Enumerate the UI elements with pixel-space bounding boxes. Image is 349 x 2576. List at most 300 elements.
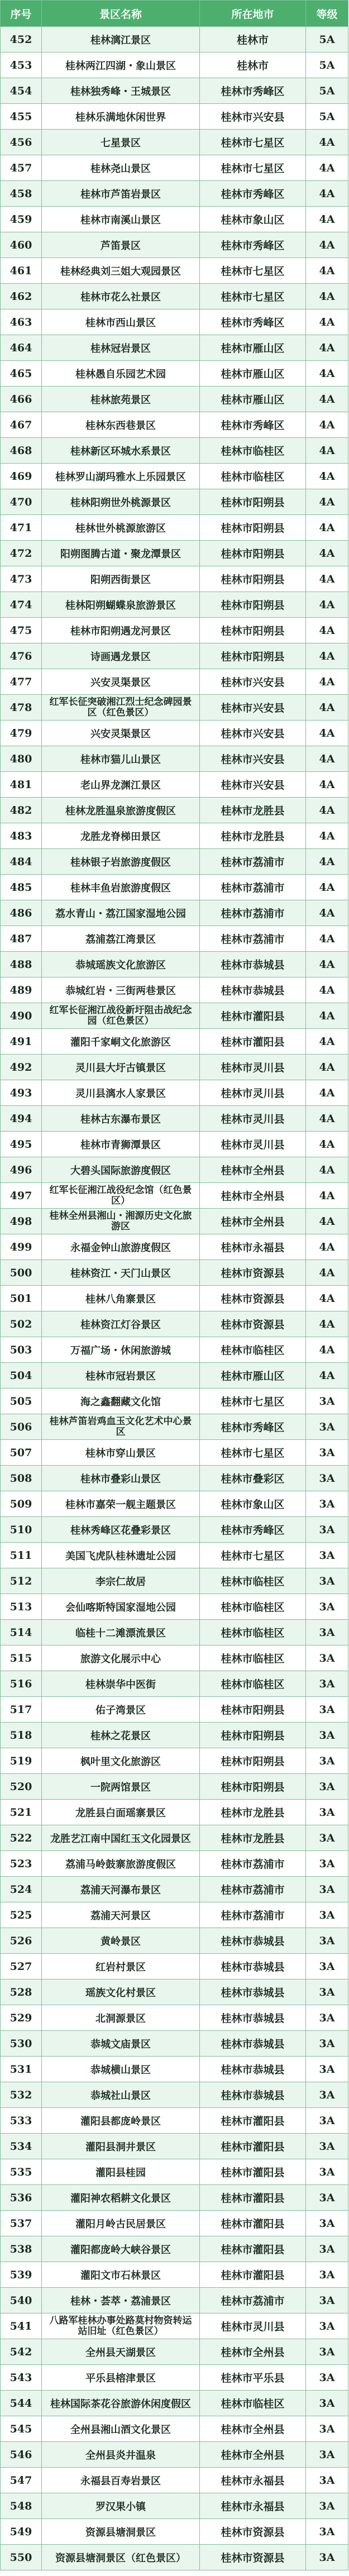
row-index: 525	[1, 1902, 42, 1928]
city: 桂林市秀峰区	[200, 78, 306, 104]
city: 桂林市兴安县	[200, 772, 306, 798]
row-index: 540	[1, 2288, 42, 2313]
scenic-name: 桂林全州县湘山・湘源历史文化旅游区	[42, 1209, 200, 1234]
scenic-name: 桂林乐满地休闲世界	[42, 104, 200, 130]
city: 桂林市兴安县	[200, 695, 306, 721]
scenic-name: 桂林市西山景区	[42, 309, 200, 335]
scenic-name: 兴安灵渠景区	[42, 721, 200, 746]
row-index: 469	[1, 464, 42, 489]
table-row	[1, 669, 348, 695]
row-index: 533	[1, 2108, 42, 2134]
table-row	[1, 1671, 348, 1697]
table-header-row	[1, 1, 348, 27]
city: 桂林市兴安县	[200, 746, 306, 772]
row-index: 534	[1, 2134, 42, 2159]
row-index: 457	[1, 155, 42, 181]
grade: 3A	[306, 2416, 348, 2442]
grade: 3A	[306, 2185, 348, 2211]
scenic-name: 全州县天湖景区	[42, 2339, 200, 2365]
row-index: 465	[1, 361, 42, 387]
row-index: 531	[1, 2057, 42, 2082]
scenic-name: 龙胜龙脊梯田景区	[42, 823, 200, 849]
scenic-name: 桂林愚自乐园艺术园	[42, 361, 200, 387]
row-index: 511	[1, 1543, 42, 1568]
row-index: 491	[1, 1029, 42, 1055]
table-row	[1, 643, 348, 669]
table-row	[1, 335, 348, 361]
table-row	[1, 1748, 348, 1774]
grade: 4A	[306, 566, 348, 592]
row-index: 475	[1, 618, 42, 643]
row-index: 458	[1, 181, 42, 207]
scenic-name: 美国飞虎队桂林遗址公园	[42, 1543, 200, 1568]
city: 桂林市阳朔县	[200, 1697, 306, 1723]
row-index: 492	[1, 1055, 42, 1080]
scenic-name: 恭城社山景区	[42, 2082, 200, 2108]
table-row	[1, 849, 348, 875]
row-index: 484	[1, 849, 42, 875]
scenic-name: 恭城红岩・三街两巷景区	[42, 977, 200, 1003]
city: 桂林市恭城县	[200, 2082, 306, 2108]
city: 桂林市	[200, 27, 306, 53]
city: 桂林市阳朔县	[200, 515, 306, 541]
table-row	[1, 78, 348, 104]
table-row	[1, 387, 348, 412]
header-city: 所在地市	[200, 1, 306, 27]
city: 桂林市恭城县	[200, 1928, 306, 1954]
grade: 4A	[306, 1157, 348, 1183]
city: 桂林市七星区	[200, 1389, 306, 1414]
table-row	[1, 1337, 348, 1363]
row-index: 482	[1, 798, 42, 823]
row-index: 532	[1, 2082, 42, 2108]
city: 桂林市恭城县	[200, 952, 306, 977]
city: 桂林市秀峰区	[200, 412, 306, 438]
table-row	[1, 952, 348, 977]
row-index: 505	[1, 1389, 42, 1414]
row-index: 518	[1, 1723, 42, 1748]
grade: 3A	[306, 1645, 348, 1671]
grade: 4A	[306, 181, 348, 207]
grade: 3A	[306, 1414, 348, 1440]
table-row	[1, 2082, 348, 2108]
row-index: 548	[1, 2493, 42, 2519]
row-index: 522	[1, 1825, 42, 1851]
row-index: 480	[1, 746, 42, 772]
city: 桂林市荔浦市	[200, 1902, 306, 1928]
table-row	[1, 1800, 348, 1825]
table-row	[1, 2185, 348, 2211]
grade: 4A	[306, 387, 348, 412]
grade: 4A	[306, 721, 348, 746]
row-index: 487	[1, 926, 42, 952]
city: 桂林市兴安县	[200, 104, 306, 130]
table-row	[1, 1928, 348, 1954]
table-row	[1, 1029, 348, 1055]
grade: 4A	[306, 489, 348, 515]
row-index: 549	[1, 2519, 42, 2545]
table-row	[1, 2031, 348, 2057]
row-index: 515	[1, 1645, 42, 1671]
city: 桂林市荔浦市	[200, 849, 306, 875]
city: 桂林市恭城县	[200, 1979, 306, 2005]
city: 桂林市临桂区	[200, 1594, 306, 1620]
grade: 4A	[306, 541, 348, 566]
grade: 3A	[306, 1594, 348, 1620]
grade: 4A	[306, 361, 348, 387]
scenic-name: 诗画遇龙景区	[42, 643, 200, 669]
city: 桂林市秀峰区	[200, 181, 306, 207]
table-row	[1, 2391, 348, 2416]
scenic-name: 桂林市穿山景区	[42, 1440, 200, 1466]
table-row	[1, 2493, 348, 2519]
table-row	[1, 1132, 348, 1157]
scenic-name: 阳朔图腾古道・聚龙潭景区	[42, 541, 200, 566]
scenic-name: 桂林阳朔世外桃源景区	[42, 489, 200, 515]
row-index: 474	[1, 592, 42, 618]
grade: 3A	[306, 2468, 348, 2493]
city: 桂林市永福县	[200, 2468, 306, 2493]
city: 桂林市兴安县	[200, 669, 306, 695]
city: 桂林市阳朔县	[200, 1748, 306, 1774]
city: 桂林市全州县	[200, 2416, 306, 2442]
scenic-name: 灌阳神农稻耕文化景区	[42, 2185, 200, 2211]
table-row	[1, 1979, 348, 2005]
city: 桂林市灌阳县	[200, 2185, 306, 2211]
city: 桂林市恭城县	[200, 2057, 306, 2082]
row-index: 463	[1, 309, 42, 335]
row-index: 477	[1, 669, 42, 695]
city: 桂林市资源县	[200, 1260, 306, 1286]
row-index: 509	[1, 1491, 42, 1517]
scenic-name: 桂林市芦笛岩景区	[42, 181, 200, 207]
table-row	[1, 1491, 348, 1517]
scenic-name: 桂林世外桃源旅游区	[42, 515, 200, 541]
table-row	[1, 1311, 348, 1337]
table-row	[1, 721, 348, 746]
city: 桂林市秀峰区	[200, 309, 306, 335]
row-index: 514	[1, 1620, 42, 1645]
city: 桂林市龙胜县	[200, 1800, 306, 1825]
grade: 3A	[306, 1954, 348, 1979]
city: 桂林市资源县	[200, 1286, 306, 1311]
scenic-name: 旅游文化展示中心	[42, 1645, 200, 1671]
row-index: 503	[1, 1337, 42, 1363]
scenic-name: 永福县百寿岩景区	[42, 2468, 200, 2493]
grade: 3A	[306, 1877, 348, 1902]
grade: 3A	[306, 1723, 348, 1748]
grade: 4A	[306, 515, 348, 541]
grade: 3A	[306, 1748, 348, 1774]
table-row	[1, 772, 348, 798]
row-index: 466	[1, 387, 42, 412]
table-row	[1, 309, 348, 335]
row-index: 519	[1, 1748, 42, 1774]
grade: 4A	[306, 618, 348, 643]
grade: 4A	[306, 746, 348, 772]
row-index: 524	[1, 1877, 42, 1902]
table-row	[1, 2339, 348, 2365]
city: 桂林市七星区	[200, 1543, 306, 1568]
row-index: 526	[1, 1928, 42, 1954]
scenic-name: 佑子湾景区	[42, 1697, 200, 1723]
grade: 4A	[306, 1286, 348, 1311]
grade: 4A	[306, 1260, 348, 1286]
row-index: 504	[1, 1363, 42, 1389]
grade: 3A	[306, 2262, 348, 2288]
city: 桂林市临桂区	[200, 1337, 306, 1363]
table-row	[1, 1774, 348, 1800]
row-index: 508	[1, 1466, 42, 1491]
city: 桂林市阳朔县	[200, 1723, 306, 1748]
header-index: 序号	[1, 1, 42, 27]
city: 桂林市临桂区	[200, 464, 306, 489]
grade: 4A	[306, 335, 348, 361]
scenic-name: 老山界龙渊江景区	[42, 772, 200, 798]
city: 桂林市阳朔县	[200, 489, 306, 515]
row-index: 539	[1, 2262, 42, 2288]
grade: 4A	[306, 284, 348, 309]
grade: 3A	[306, 2211, 348, 2236]
grade: 5A	[306, 27, 348, 53]
city: 桂林市叠彩区	[200, 1466, 306, 1491]
city: 桂林市灵川县	[200, 1080, 306, 1106]
scenic-name: 荔浦天河瀑布景区	[42, 1877, 200, 1902]
table-row	[1, 412, 348, 438]
table-row	[1, 977, 348, 1003]
city: 桂林市全州县	[200, 2339, 306, 2365]
scenic-name: 海之鑫翻藏文化馆	[42, 1389, 200, 1414]
row-index: 486	[1, 900, 42, 926]
grade: 3A	[306, 1800, 348, 1825]
grade: 5A	[306, 53, 348, 78]
grade: 4A	[306, 1132, 348, 1157]
city: 桂林市荔浦市	[200, 900, 306, 926]
scenic-name: 七星景区	[42, 130, 200, 155]
scenic-name: 桂林尧山景区	[42, 155, 200, 181]
city: 桂林市七星区	[200, 130, 306, 155]
city: 桂林市灌阳县	[200, 2236, 306, 2262]
table-row	[1, 2262, 348, 2288]
row-index: 547	[1, 2468, 42, 2493]
city: 桂林市临桂区	[200, 1671, 306, 1697]
table-row	[1, 1209, 348, 1234]
row-index: 510	[1, 1517, 42, 1543]
scenic-name: 桂林龙胜温泉旅游度假区	[42, 798, 200, 823]
city: 桂林市阳朔县	[200, 1774, 306, 1800]
table-row	[1, 361, 348, 387]
row-index: 490	[1, 1003, 42, 1029]
grade: 4A	[306, 1055, 348, 1080]
grade: 3A	[306, 2108, 348, 2134]
scenic-name: 灌阳县洞井景区	[42, 2134, 200, 2159]
grade: 4A	[306, 1311, 348, 1337]
scenic-name: 桂林市南溪山景区	[42, 207, 200, 232]
row-index: 494	[1, 1106, 42, 1132]
city: 桂林市灵川县	[200, 1055, 306, 1080]
table-row	[1, 1517, 348, 1543]
grade: 3A	[306, 1568, 348, 1594]
grade: 4A	[306, 1003, 348, 1029]
row-index: 461	[1, 258, 42, 284]
grade: 3A	[306, 1440, 348, 1466]
grade: 3A	[306, 2313, 348, 2339]
table-row	[1, 926, 348, 952]
row-index: 516	[1, 1671, 42, 1697]
scenic-name: 桂林旅苑景区	[42, 387, 200, 412]
city: 桂林市荔浦市	[200, 1877, 306, 1902]
row-index: 512	[1, 1568, 42, 1594]
row-index: 478	[1, 695, 42, 721]
grade: 4A	[306, 1209, 348, 1234]
table-row	[1, 1851, 348, 1877]
scenic-name: 灵川县漓水人家景区	[42, 1080, 200, 1106]
grade: 4A	[306, 798, 348, 823]
city: 桂林市恭城县	[200, 2031, 306, 2057]
scenic-name: 桂林市青狮潭景区	[42, 1132, 200, 1157]
row-index: 488	[1, 952, 42, 977]
city: 桂林市七星区	[200, 284, 306, 309]
table-row	[1, 900, 348, 926]
grade: 3A	[306, 1543, 348, 1568]
table-row	[1, 2468, 348, 2493]
city: 桂林市阳朔县	[200, 643, 306, 669]
table-row	[1, 592, 348, 618]
city: 桂林市龙胜县	[200, 1825, 306, 1851]
table-row	[1, 489, 348, 515]
city: 桂林市龙胜县	[200, 823, 306, 849]
row-index: 521	[1, 1800, 42, 1825]
grade: 4A	[306, 1234, 348, 1260]
city: 桂林市平乐县	[200, 2365, 306, 2391]
grade: 4A	[306, 926, 348, 952]
city: 桂林市资源县	[200, 2519, 306, 2545]
row-index: 527	[1, 1954, 42, 1979]
grade: 4A	[306, 875, 348, 900]
city: 桂林市雁山区	[200, 387, 306, 412]
scenic-name: 龙胜县白面瑶寨景区	[42, 1800, 200, 1825]
scenic-name: 桂林经典刘三姐大观园景区	[42, 258, 200, 284]
table-row	[1, 823, 348, 849]
city: 桂林市恭城县	[200, 2005, 306, 2031]
scenic-name: 荔浦荔江湾景区	[42, 926, 200, 952]
city: 桂林市全州县	[200, 1209, 306, 1234]
scenic-name: 全州县湘山酒文化景区	[42, 2416, 200, 2442]
grade: 4A	[306, 669, 348, 695]
scenic-name: 灌阳文市石林景区	[42, 2262, 200, 2288]
scenic-name: 兴安灵渠景区	[42, 669, 200, 695]
city: 桂林市雁山区	[200, 1363, 306, 1389]
scenic-name: 桂林阳朔蝴蝶泉旅游景区	[42, 592, 200, 618]
scenic-name: 恭城横山景区	[42, 2057, 200, 2082]
table-row	[1, 207, 348, 232]
table-row	[1, 104, 348, 130]
city: 桂林市资源县	[200, 2545, 306, 2570]
city: 桂林市灌阳县	[200, 2211, 306, 2236]
table-row	[1, 2288, 348, 2313]
grade: 4A	[306, 695, 348, 721]
row-index: 513	[1, 1594, 42, 1620]
table-row	[1, 541, 348, 566]
row-index: 453	[1, 53, 42, 78]
scenic-name: 桂林东西巷景区	[42, 412, 200, 438]
scenic-name: 灌阳县桂园	[42, 2159, 200, 2185]
table-row	[1, 2108, 348, 2134]
scenic-name: 桂林资江灯谷景区	[42, 1311, 200, 1337]
row-index: 507	[1, 1440, 42, 1466]
grade: 5A	[306, 78, 348, 104]
city: 桂林市永福县	[200, 1234, 306, 1260]
row-index: 476	[1, 643, 42, 669]
row-index: 506	[1, 1414, 42, 1440]
grade: 4A	[306, 900, 348, 926]
row-index: 460	[1, 232, 42, 258]
city: 桂林市雁山区	[200, 361, 306, 387]
row-index: 520	[1, 1774, 42, 1800]
city: 桂林市临桂区	[200, 1645, 306, 1671]
city: 桂林市全州县	[200, 1183, 306, 1209]
city: 桂林市灌阳县	[200, 2108, 306, 2134]
table-row	[1, 2211, 348, 2236]
city: 桂林市临桂区	[200, 2391, 306, 2416]
table-row	[1, 53, 348, 78]
table-row	[1, 258, 348, 284]
row-index: 452	[1, 27, 42, 53]
row-index: 467	[1, 412, 42, 438]
table-row	[1, 181, 348, 207]
row-index: 546	[1, 2442, 42, 2468]
grade: 4A	[306, 977, 348, 1003]
table-row	[1, 1363, 348, 1389]
grade: 4A	[306, 232, 348, 258]
scenic-name: 芦笛景区	[42, 232, 200, 258]
grade: 4A	[306, 1183, 348, 1209]
table-row	[1, 1723, 348, 1748]
grade: 3A	[306, 2159, 348, 2185]
scenic-name: 桂林之花景区	[42, 1723, 200, 1748]
table-row	[1, 1286, 348, 1311]
scenic-name: 桂林・荟萃・荔浦景区	[42, 2288, 200, 2313]
table-row	[1, 2236, 348, 2262]
grade: 3A	[306, 1491, 348, 1517]
header-scenic-name: 景区名称	[42, 1, 200, 27]
scenic-name: 资源县塘洞景区（红色景区）	[42, 2545, 200, 2570]
grade: 3A	[306, 2005, 348, 2031]
grade: 3A	[306, 1825, 348, 1851]
row-index: 459	[1, 207, 42, 232]
grade: 3A	[306, 2442, 348, 2468]
table-row	[1, 2442, 348, 2468]
scenic-name: 红军长征湘江战役新圩阻击战纪念园（红色景区）	[42, 1003, 200, 1029]
grade: 3A	[306, 1979, 348, 2005]
grade: 3A	[306, 1928, 348, 1954]
row-index: 473	[1, 566, 42, 592]
row-index: 493	[1, 1080, 42, 1106]
row-index: 517	[1, 1697, 42, 1723]
table-row	[1, 798, 348, 823]
grade: 4A	[306, 1029, 348, 1055]
scenic-name: 桂林市嘉荣一舰主题景区	[42, 1491, 200, 1517]
table-row	[1, 232, 348, 258]
row-index: 550	[1, 2545, 42, 2570]
row-index: 472	[1, 541, 42, 566]
row-index: 545	[1, 2416, 42, 2442]
grade: 3A	[306, 1902, 348, 1928]
scenic-name: 红军长征突破湘江烈士纪念碑园景区（红色景区）	[42, 695, 200, 721]
grade: 3A	[306, 1620, 348, 1645]
scenic-name: 桂林冠岩景区	[42, 335, 200, 361]
scenic-name: 北洞源景区	[42, 2005, 200, 2031]
